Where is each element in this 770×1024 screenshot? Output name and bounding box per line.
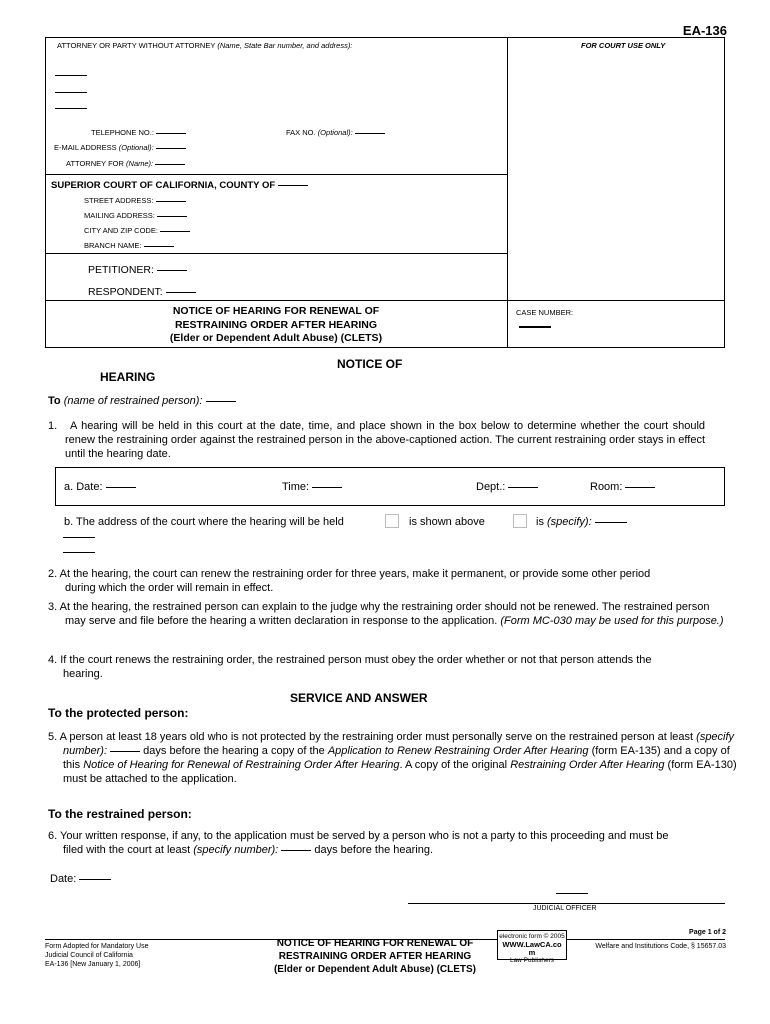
- hearing-date-field[interactable]: [106, 487, 136, 488]
- service-heading: SERVICE AND ANSWER: [290, 691, 428, 705]
- specify-label: is (specify):: [536, 515, 627, 529]
- room-label: Room:: [590, 480, 655, 494]
- notice-heading-a: NOTICE OF: [337, 357, 403, 371]
- petitioner-field[interactable]: [157, 270, 187, 271]
- page-number: Page 1 of 2: [689, 929, 726, 936]
- attorney-bar-field[interactable]: [55, 92, 87, 93]
- form-id: EA-136: [682, 23, 727, 38]
- court-address-line-1[interactable]: [63, 537, 95, 538]
- restrained-heading: To the restrained person:: [48, 807, 192, 821]
- fax-field[interactable]: [355, 133, 385, 134]
- petitioner-label: PETITIONER:: [88, 264, 187, 276]
- fax-label: FAX NO. (Optional):: [286, 128, 385, 137]
- restrained-name-field[interactable]: [206, 401, 236, 402]
- signature-date-field[interactable]: [79, 879, 111, 880]
- mailing-label: MAILING ADDRESS:: [84, 211, 187, 220]
- item2: 2. At the hearing, the court can renew the restraining order for three years, make it permanent, or provide some other period during which the order will remain in effect.: [48, 568, 651, 594]
- item1-text: A hearing will be held in this court at the date, time, and place shown in the box below to determine whether the court should renew the restraining order against the restrained person in the above-captioned action. The current restraining order stays in effect until the hearing date.: [65, 420, 705, 460]
- attorney-for-field[interactable]: [155, 164, 185, 165]
- respondent-label: RESPONDENT:: [88, 286, 196, 298]
- shown-above-checkbox[interactable]: [385, 514, 399, 528]
- to-line: To (name of restrained person):: [48, 394, 236, 408]
- case-number-label: CASE NUMBER:: [516, 308, 574, 317]
- court-county-label: SUPERIOR COURT OF CALIFORNIA, COUNTY OF: [51, 180, 308, 191]
- city-field[interactable]: [160, 231, 190, 232]
- notice-heading-b: HEARING: [100, 370, 156, 384]
- code-reference: Welfare and Institutions Code, § 15657.03: [595, 943, 726, 950]
- address-label: b. The address of the court where the hearing will be held: [64, 516, 344, 528]
- footer-title: NOTICE OF HEARING FOR RENEWAL OF RESTRAINING ORDER AFTER HEARING (Elder or Dependent Adult Abuse) (CLETS): [273, 938, 477, 975]
- item4: 4. If the court renews the restraining order, the restrained person must obey the order whether or not that person attends the hearing.: [48, 654, 652, 680]
- attorney-label: ATTORNEY OR PARTY WITHOUT ATTORNEY (Name, State Bar number, and address):: [57, 41, 353, 50]
- officer-name-field[interactable]: [556, 893, 588, 894]
- shown-above-label: is shown above: [409, 516, 485, 528]
- court-address-field[interactable]: [595, 522, 627, 523]
- attorney-address-field[interactable]: [55, 108, 87, 109]
- court-address-line-2[interactable]: [63, 552, 95, 553]
- case-number-field[interactable]: [519, 326, 551, 328]
- email-field[interactable]: [156, 148, 186, 149]
- item1-num: 1.: [48, 420, 58, 432]
- room-field[interactable]: [625, 487, 655, 488]
- attorney-name-field[interactable]: [55, 75, 87, 76]
- date-label: a. Date:: [64, 480, 136, 494]
- attorney-for-label: ATTORNEY FOR (Name):: [66, 159, 185, 168]
- publisher-stamp: electronic form © 2005 WWW.LawCA.co m Law Publishers: [497, 930, 567, 960]
- time-label: Time:: [282, 480, 342, 494]
- adopted-info: Form Adopted for Mandatory Use Judicial Council of California EA-136 [New January 1, 2006]: [45, 943, 149, 968]
- branch-label: BRANCH NAME:: [84, 241, 174, 250]
- response-days-field[interactable]: [281, 850, 311, 851]
- caption-title: NOTICE OF HEARING FOR RENEWAL OF RESTRAINING ORDER AFTER HEARING (Elder or Dependent Adult Abuse) (CLETS): [169, 305, 383, 344]
- county-field[interactable]: [278, 185, 308, 186]
- telephone-label: TELEPHONE NO.:: [91, 128, 186, 137]
- court-use-label: FOR COURT USE ONLY: [581, 41, 666, 50]
- hearing-time-field[interactable]: [312, 487, 342, 488]
- city-label: CITY AND ZIP CODE:: [84, 226, 190, 235]
- caption-box: [45, 37, 725, 348]
- dept-field[interactable]: [508, 487, 538, 488]
- item6: 6. Your written response, if any, to the application must be served by a person who is not a party to this proceeding and must be filed with the court at least (specify number): days before the hearing.: [48, 830, 669, 856]
- street-label: STREET ADDRESS:: [84, 196, 186, 205]
- judicial-officer-label: JUDICIAL OFFICER: [533, 905, 597, 912]
- email-label: E-MAIL ADDRESS (Optional):: [54, 143, 186, 152]
- branch-field[interactable]: [144, 246, 174, 247]
- street-field[interactable]: [156, 201, 186, 202]
- specify-address-checkbox[interactable]: [513, 514, 527, 528]
- mailing-field[interactable]: [157, 216, 187, 217]
- item5: 5. A person at least 18 years old who is not protected by the restraining order must personally serve on the restrained person at least (specify number): days before the hearing a copy of the Application to Renew Restraining Order After Hearing (form EA-135) and a copy of this Notice of Hearing for Renewal of Restraining Order After Hearing. A copy of the original Restraining Order After Hearing (form EA-130) must be attached to the application.: [48, 731, 737, 785]
- item3: 3. At the hearing, the restrained person can explain to the judge why the restraining order should not be renewed. The restrained person may serve and file before the hearing a written declaration in response to the application. (Form MC-030 may be used for this purpose.): [48, 601, 724, 627]
- service-days-field[interactable]: [110, 751, 140, 752]
- respondent-field[interactable]: [166, 292, 196, 293]
- date-signature-label: Date:: [50, 872, 111, 886]
- protected-heading: To the protected person:: [48, 706, 189, 720]
- telephone-field[interactable]: [156, 133, 186, 134]
- dept-label: Dept.:: [476, 480, 538, 494]
